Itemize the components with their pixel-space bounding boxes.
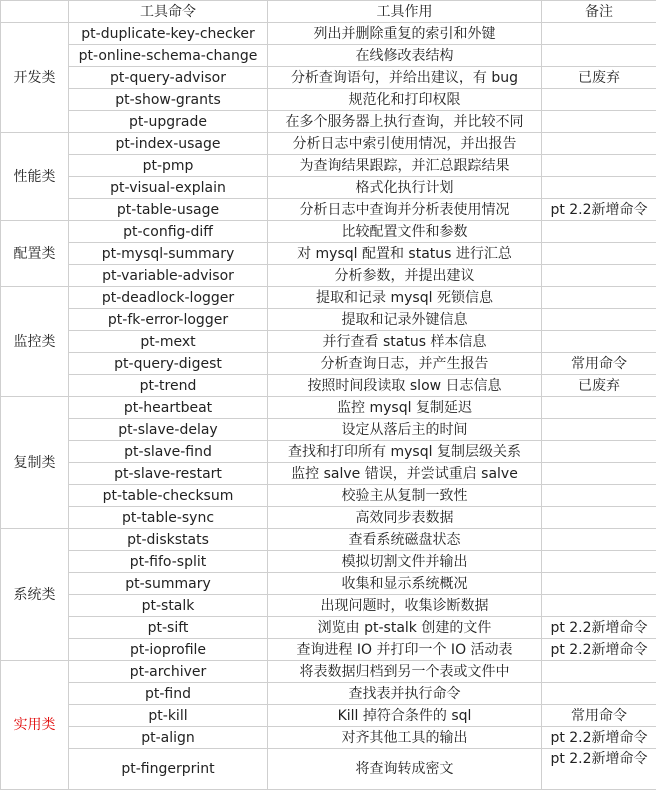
category-cell: 性能类 xyxy=(1,133,69,221)
tool-command-cell: pt-trend xyxy=(69,375,268,397)
note-cell: 常用命令 xyxy=(542,353,656,375)
tool-purpose-cell: Kill 掉符合条件的 sql xyxy=(268,705,542,727)
note-cell xyxy=(542,551,656,573)
tool-purpose-cell: 按照时间段读取 slow 日志信息 xyxy=(268,375,542,397)
table-row xyxy=(1,617,656,639)
tool-command-cell: pt-stalk xyxy=(69,595,268,617)
table-row xyxy=(1,155,656,177)
tool-purpose-cell: 监控 mysql 复制延迟 xyxy=(268,397,542,419)
table-row xyxy=(1,485,656,507)
tool-command-cell: pt-heartbeat xyxy=(69,397,268,419)
note-cell xyxy=(542,45,656,67)
table-row xyxy=(1,749,656,790)
note-cell xyxy=(542,331,656,353)
table-row xyxy=(1,243,656,265)
table-row xyxy=(1,199,656,221)
tool-purpose-cell: 比较配置文件和参数 xyxy=(268,221,542,243)
tool-command-cell: pt-mysql-summary xyxy=(69,243,268,265)
table-row xyxy=(1,23,656,45)
note-cell xyxy=(542,111,656,133)
table-row xyxy=(1,309,656,331)
note-cell xyxy=(542,463,656,485)
table-row xyxy=(1,595,656,617)
tool-command-cell: pt-sift xyxy=(69,617,268,639)
header-row xyxy=(1,1,656,23)
table-row xyxy=(1,441,656,463)
tool-purpose-cell: 分析日志中查询并分析表使用情况 xyxy=(268,199,542,221)
table-row xyxy=(1,551,656,573)
tool-purpose-cell: 监控 salve 错误，并尝试重启 salve xyxy=(268,463,542,485)
tool-command-cell: pt-summary xyxy=(69,573,268,595)
table-row xyxy=(1,463,656,485)
tool-command-cell: pt-align xyxy=(69,727,268,749)
tool-command-cell: pt-slave-restart xyxy=(69,463,268,485)
tool-command-cell: pt-deadlock-logger xyxy=(69,287,268,309)
note-cell: pt 2.2新增命令 xyxy=(542,749,656,790)
note-cell: 常用命令 xyxy=(542,705,656,727)
tool-purpose-cell: 出现问题时，收集诊断数据 xyxy=(268,595,542,617)
note-cell xyxy=(542,133,656,155)
table-row xyxy=(1,705,656,727)
table-row xyxy=(1,375,656,397)
tool-command-cell: pt-ioprofile xyxy=(69,639,268,661)
tool-command-cell: pt-fifo-split xyxy=(69,551,268,573)
table-row xyxy=(1,331,656,353)
note-cell xyxy=(542,265,656,287)
tool-command-cell: pt-online-schema-change xyxy=(69,45,268,67)
tool-command-cell: pt-fk-error-logger xyxy=(69,309,268,331)
tool-command-cell: pt-slave-find xyxy=(69,441,268,463)
category-cell: 监控类 xyxy=(1,287,69,397)
tool-purpose-cell: 查找和打印所有 mysql 复制层级关系 xyxy=(268,441,542,463)
note-cell xyxy=(542,397,656,419)
table-row xyxy=(1,507,656,529)
tool-purpose-cell: 查看系统磁盘状态 xyxy=(268,529,542,551)
tool-command-cell: pt-query-advisor xyxy=(69,67,268,89)
note-cell: pt 2.2新增命令 xyxy=(542,617,656,639)
header-purpose: 工具作用 xyxy=(268,1,542,23)
table-row xyxy=(1,265,656,287)
tool-command-cell: pt-kill xyxy=(69,705,268,727)
tool-command-cell: pt-table-checksum xyxy=(69,485,268,507)
tool-command-cell: pt-pmp xyxy=(69,155,268,177)
table-row xyxy=(1,661,656,683)
tool-command-cell: pt-query-digest xyxy=(69,353,268,375)
note-cell xyxy=(542,529,656,551)
tool-command-cell: pt-diskstats xyxy=(69,529,268,551)
tool-command-cell: pt-archiver xyxy=(69,661,268,683)
table-row xyxy=(1,133,656,155)
header-note: 备注 xyxy=(542,1,656,23)
tool-purpose-cell: 分析查询语句，并给出建议，有 bug xyxy=(268,67,542,89)
note-cell xyxy=(542,485,656,507)
note-cell: pt 2.2新增命令 xyxy=(542,199,656,221)
table-body xyxy=(1,23,656,790)
tool-purpose-cell: 收集和显示系统概况 xyxy=(268,573,542,595)
note-cell xyxy=(542,177,656,199)
tool-purpose-cell: 校验主从复制一致性 xyxy=(268,485,542,507)
tool-purpose-cell: 提取和记录外键信息 xyxy=(268,309,542,331)
note-cell xyxy=(542,287,656,309)
note-cell xyxy=(542,441,656,463)
tool-command-cell: pt-slave-delay xyxy=(69,419,268,441)
tool-command-cell: pt-find xyxy=(69,683,268,705)
tool-command-cell: pt-mext xyxy=(69,331,268,353)
note-cell xyxy=(542,243,656,265)
tool-command-cell: pt-fingerprint xyxy=(69,749,268,790)
tool-purpose-cell: 规范化和打印权限 xyxy=(268,89,542,111)
note-cell xyxy=(542,507,656,529)
tool-purpose-cell: 将表数据归档到另一个表或文件中 xyxy=(268,661,542,683)
note-cell xyxy=(542,419,656,441)
table-row xyxy=(1,639,656,661)
tool-purpose-cell: 高效同步表数据 xyxy=(268,507,542,529)
category-cell: 配置类 xyxy=(1,221,69,287)
table-row xyxy=(1,177,656,199)
category-cell: 开发类 xyxy=(1,23,69,133)
table-row xyxy=(1,287,656,309)
table-row xyxy=(1,573,656,595)
tool-purpose-cell: 分析查询日志，并产生报告 xyxy=(268,353,542,375)
tool-purpose-cell: 查找表并执行命令 xyxy=(268,683,542,705)
table-row xyxy=(1,397,656,419)
table-row xyxy=(1,111,656,133)
tool-command-cell: pt-upgrade xyxy=(69,111,268,133)
note-cell xyxy=(542,221,656,243)
table-row xyxy=(1,353,656,375)
tool-command-cell: pt-table-sync xyxy=(69,507,268,529)
table-row xyxy=(1,45,656,67)
tool-purpose-cell: 在线修改表结构 xyxy=(268,45,542,67)
category-cell: 复制类 xyxy=(1,397,69,529)
note-cell: 已废弃 xyxy=(542,375,656,397)
tool-purpose-cell: 在多个服务器上执行查询，并比较不同 xyxy=(268,111,542,133)
tool-purpose-cell: 查询进程 IO 并打印一个 IO 活动表 xyxy=(268,639,542,661)
tool-command-cell: pt-index-usage xyxy=(69,133,268,155)
tool-command-cell: pt-config-diff xyxy=(69,221,268,243)
note-cell: pt 2.2新增命令 xyxy=(542,727,656,749)
table-row xyxy=(1,727,656,749)
note-cell xyxy=(542,23,656,45)
tool-purpose-cell: 分析日志中索引使用情况，并出报告 xyxy=(268,133,542,155)
tool-purpose-cell: 对齐其他工具的输出 xyxy=(268,727,542,749)
category-cell: 实用类 xyxy=(1,661,69,790)
note-cell xyxy=(542,573,656,595)
header-tool: 工具命令 xyxy=(69,1,268,23)
note-cell: pt 2.2新增命令 xyxy=(542,639,656,661)
table-row xyxy=(1,89,656,111)
tool-purpose-cell: 分析参数，并提出建议 xyxy=(268,265,542,287)
tool-purpose-cell: 浏览由 pt-stalk 创建的文件 xyxy=(268,617,542,639)
tool-command-cell: pt-duplicate-key-checker xyxy=(69,23,268,45)
note-cell xyxy=(542,595,656,617)
tool-purpose-cell: 模拟切割文件并输出 xyxy=(268,551,542,573)
tool-purpose-cell: 格式化执行计划 xyxy=(268,177,542,199)
tool-command-cell: pt-variable-advisor xyxy=(69,265,268,287)
note-cell xyxy=(542,661,656,683)
note-cell xyxy=(542,155,656,177)
table-row xyxy=(1,683,656,705)
note-cell xyxy=(542,683,656,705)
tool-purpose-cell: 设定从落后主的时间 xyxy=(268,419,542,441)
tool-purpose-cell: 对 mysql 配置和 status 进行汇总 xyxy=(268,243,542,265)
table-row xyxy=(1,67,656,89)
tool-command-cell: pt-table-usage xyxy=(69,199,268,221)
note-cell: 已废弃 xyxy=(542,67,656,89)
tool-purpose-cell: 为查询结果跟踪，并汇总跟踪结果 xyxy=(268,155,542,177)
tool-command-cell: pt-visual-explain xyxy=(69,177,268,199)
table-row xyxy=(1,221,656,243)
table-row xyxy=(1,529,656,551)
category-cell: 系统类 xyxy=(1,529,69,661)
header-category xyxy=(1,1,69,23)
tool-purpose-cell: 列出并删除重复的索引和外键 xyxy=(268,23,542,45)
tool-purpose-cell: 提取和记录 mysql 死锁信息 xyxy=(268,287,542,309)
note-cell xyxy=(542,89,656,111)
note-cell xyxy=(542,309,656,331)
tool-purpose-cell: 并行查看 status 样本信息 xyxy=(268,331,542,353)
tool-purpose-cell: 将查询转成密文 xyxy=(268,749,542,790)
table-row xyxy=(1,419,656,441)
tool-command-cell: pt-show-grants xyxy=(69,89,268,111)
